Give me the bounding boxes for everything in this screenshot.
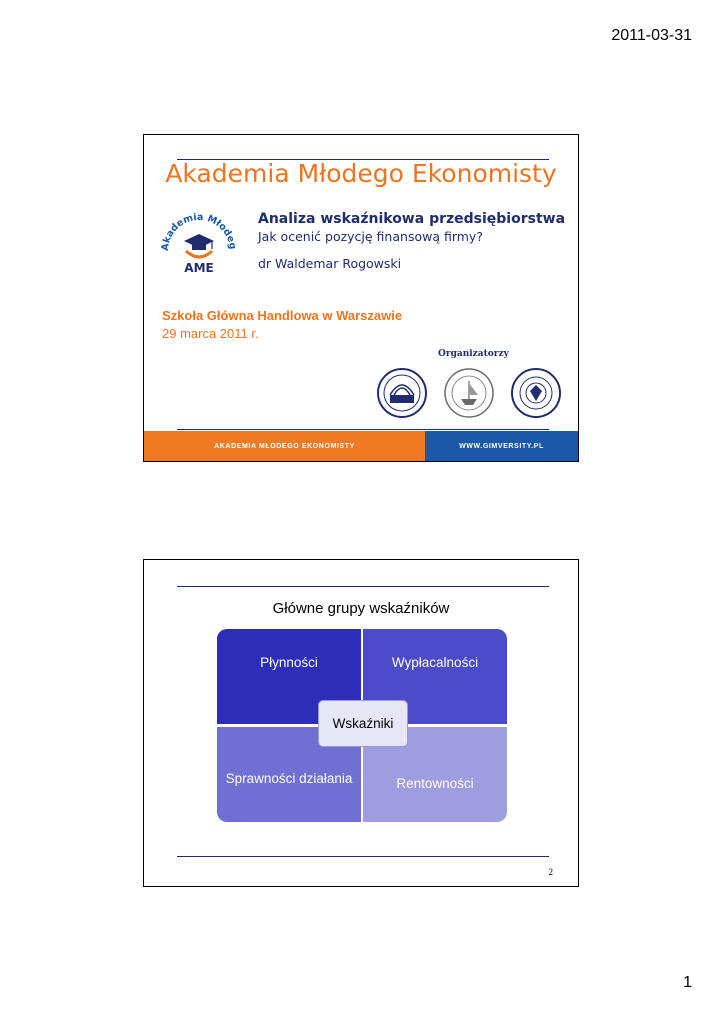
- slide-author: dr Waldemar Rogowski: [258, 256, 402, 271]
- logo-badge-text: AME: [184, 261, 214, 275]
- slide-title: Akademia Młodego Ekonomisty: [165, 159, 557, 188]
- slide-title: Główne grupy wskaźników: [272, 600, 450, 617]
- slide-2: [143, 559, 579, 887]
- bottom-rule: [177, 429, 549, 430]
- quadrant-solvency: Wypłacalności: [363, 629, 507, 724]
- page-number: 1: [683, 974, 692, 991]
- bottom-rule: [177, 856, 549, 857]
- page-date: 2011-03-31: [611, 27, 692, 44]
- quadrant-efficiency: Sprawności działania: [217, 727, 361, 822]
- graduation-cap-icon: [184, 234, 214, 257]
- quadrant-liquidity: Płynności: [217, 629, 361, 724]
- slide-1: [143, 134, 579, 462]
- slide-subheading: Jak ocenić pozycję finansową firmy?: [258, 229, 483, 244]
- university-seal: [510, 367, 562, 419]
- sgh-seal: [443, 367, 495, 419]
- center-label: Wskaźniki: [318, 700, 408, 747]
- school-name: Szkoła Główna Handlowa w Warszawie: [162, 308, 403, 323]
- organizers-label: Organizatorzy: [438, 349, 509, 359]
- footer-website: WWW.GIMVERSITY.PL: [425, 431, 578, 461]
- top-rule: [177, 586, 549, 587]
- foundation-seal: [376, 367, 428, 419]
- slide-footer: [144, 431, 578, 461]
- ratio-groups-diagram: [217, 629, 508, 822]
- footer-left-text: AKADEMIA MŁODEGO EKONOMISTY: [144, 431, 425, 461]
- slide-number: 2: [548, 867, 553, 877]
- ame-logo: [156, 201, 242, 287]
- event-date: 29 marca 2011 r.: [162, 326, 259, 341]
- quadrant-profitability: Rentowności: [363, 727, 507, 822]
- logo-arc-text: Akademia Młodeg: [159, 211, 239, 252]
- slide-heading: Analiza wskaźnikowa przedsiębiorstwa: [258, 211, 566, 227]
